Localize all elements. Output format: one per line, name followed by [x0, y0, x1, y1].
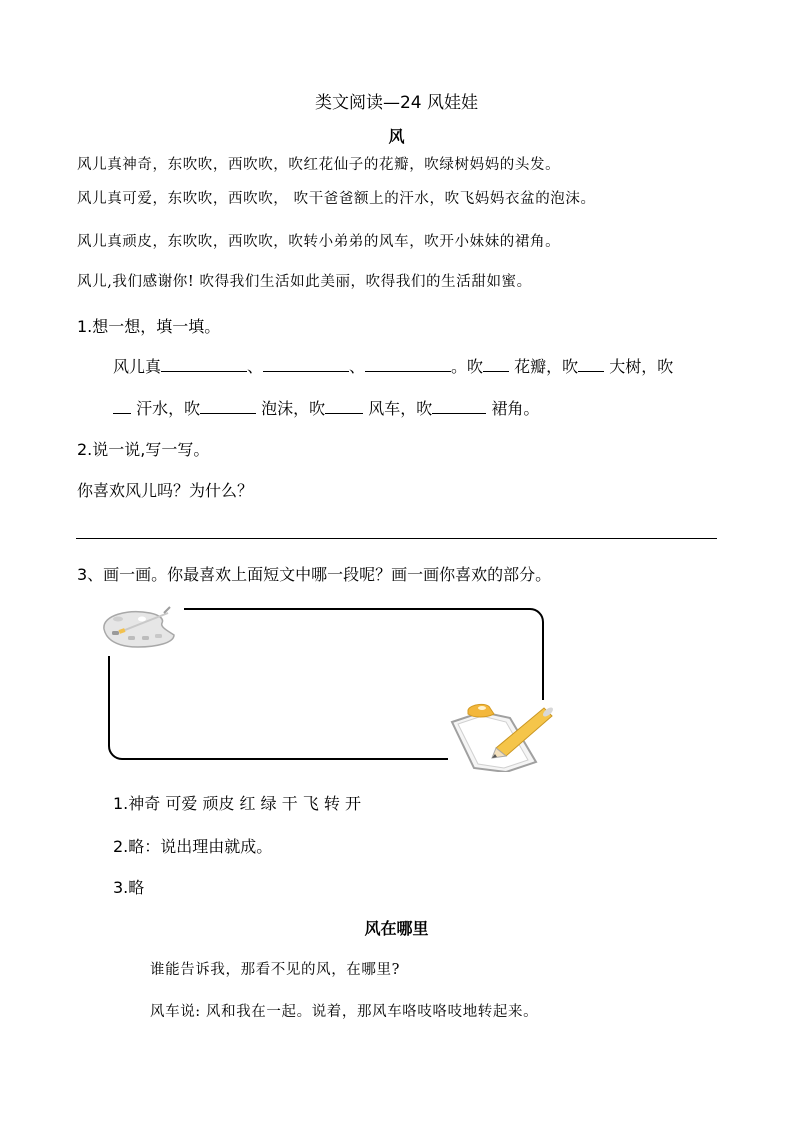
passage-paragraph: 风儿真可爱，东吹吹，西吹吹， 吹干爸爸额上的汗水，吹飞妈妈衣盆的泡沫。: [77, 191, 596, 207]
next-passage-line: 谁能告诉我，那看不见的风，在哪里?: [150, 962, 400, 978]
answer-2: 2.略：说出理由就成。: [113, 837, 273, 856]
blank-field[interactable]: [483, 357, 509, 372]
question-3-prompt: 3、画一画。你最喜欢上面短文中哪一段呢？画一画你喜欢的部分。: [77, 565, 552, 584]
blank-field[interactable]: [578, 357, 604, 372]
clipboard-pencil-icon: [448, 700, 560, 772]
fill-in-line-2: [113, 396, 539, 419]
fill-text: 、: [247, 357, 264, 376]
fill-text: 大树，吹: [604, 357, 674, 376]
answer-writing-line[interactable]: [76, 538, 717, 539]
question-1-prompt: 1.想一想，填一填。: [77, 317, 221, 336]
answer-3: 3.略: [113, 878, 145, 897]
answer-1: 1.神奇 可爱 顽皮 红 绿 干 飞 转 开: [113, 794, 361, 813]
fill-text: 裙角。: [486, 399, 540, 418]
fill-text: 汗水，吹: [131, 399, 201, 418]
blank-field[interactable]: [161, 357, 247, 372]
paint-palette-icon: [98, 605, 182, 649]
document-title: 类文阅读—24 风娃娃: [314, 93, 479, 113]
fill-text: 、: [349, 357, 366, 376]
passage-paragraph: 风儿真顽皮，东吹吹，西吹吹，吹转小弟弟的风车，吹开小妹妹的裙角。: [77, 234, 561, 250]
blank-field[interactable]: [325, 399, 363, 414]
next-passage-heading: 风在哪里: [364, 919, 429, 938]
blank-field[interactable]: [365, 357, 451, 372]
blank-field[interactable]: [113, 399, 131, 414]
fill-text: 花瓣，吹: [509, 357, 579, 376]
passage-heading: 风: [388, 127, 405, 146]
blank-field[interactable]: [263, 357, 349, 372]
blank-field[interactable]: [200, 399, 256, 414]
fill-text: 风车，吹: [363, 399, 433, 418]
blank-field[interactable]: [432, 399, 486, 414]
question-2-prompt: 2.说一说,写一写。: [77, 440, 210, 459]
next-passage-line: 风车说: 风和我在一起。说着，那风车咯吱咯吱地转起来。: [150, 1004, 539, 1020]
passage-paragraph: 风儿真神奇，东吹吹，西吹吹，吹红花仙子的花瓣，吹绿树妈妈的头发。: [77, 157, 561, 173]
fill-text: 风儿真: [113, 357, 162, 376]
passage-paragraph: 风儿,我们感谢你! 吹得我们生活如此美丽，吹得我们的生活甜如蜜。: [77, 274, 532, 290]
fill-text: 。吹: [451, 357, 484, 376]
fill-text: 泡沫，吹: [256, 399, 326, 418]
question-2-text: 你喜欢风儿吗？为什么？: [77, 481, 254, 500]
fill-in-line-1: [113, 354, 673, 377]
